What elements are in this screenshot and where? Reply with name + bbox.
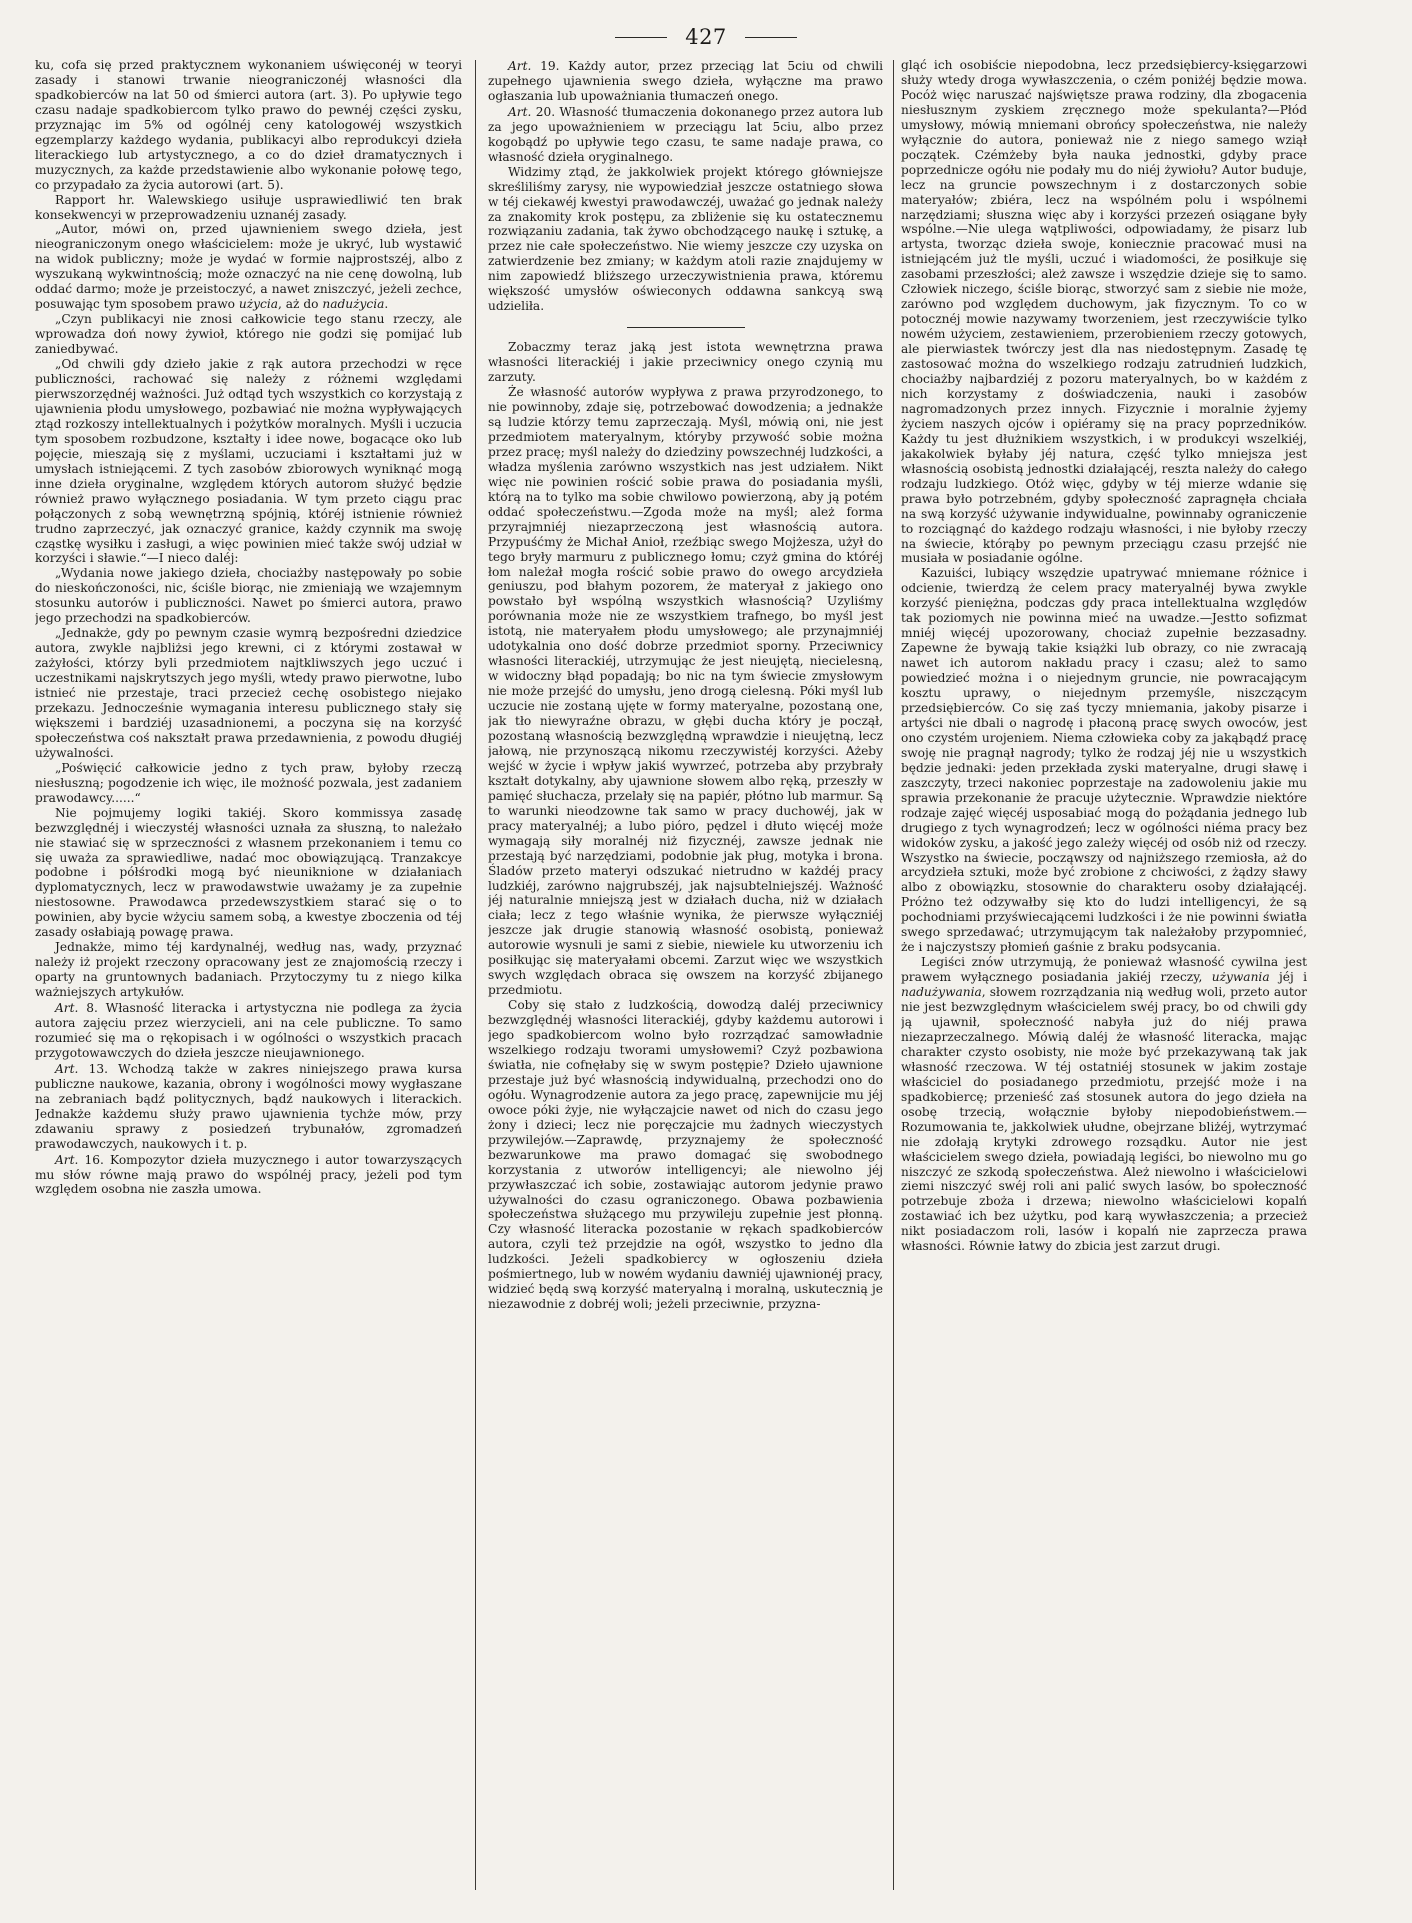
article-13: Art. 13. Wchodzą także w zakres niniejszego prawa kursa publiczne naukowe, kazania, obrony i wogólności mowy wygłaszane na zebraniach bądź politycznych, bądź naukowych i literackich. Jednakże każdemu służy prawo ujawnienia tychże mów, przy zdawaniu sprawy z posiedzeń trybunałów, zgromadzeń prawodawczych, naukowych i t. p. [35, 1061, 462, 1151]
paragraph: Nie pojmujemy logiki takiéj. Skoro kommissya zasadę bezwzględnéj i wieczystéj własności uznała za słuszną, to należało nie stawiać się w sprzeczności z własnem przekonaniem i temu co się uważa za sprawiedliwe, nadać moc obowiązującą. Tranzakcye podobne i półśrodki mogą być nieuniknione w działaniach dyplomatycznych, lecz w prawodawstwie uważamy je za zupełnie niestosowne. Prawodawca przedewszystkiem starać się o to powinien, aby bycie wżyciu samem sobą, a kwestye zboczenia od téj zasady osłabiają powagę prawa. [35, 805, 462, 940]
paragraph: ku, cofa się przed praktycznem wykonaniem uświęconéj w teoryi zasady i stanowi trwanie nieograniczonéj własności dla spadkobierców na lat 50 od śmierci autora (art. 3). Po upływie tego czasu nadaje spadkobiercom tylko prawo do pewnéj części zysku, przyznając im 5% od ogólnéj ceny katologowéj wszystkich egzemplarzy każdego wydania, publikacyi albo reprodukcyi dzieła literackiego lub artystycznego, a co do dzieł dramatycznych i muzycznych, za każde przedstawienie albo wykonanie połowę tego, co przypadało za życia autorowi (art. 5). [35, 58, 462, 192]
paragraph: „Jednakże, gdy po pewnym czasie wymrą bezpośredni dziedzice autora, zwykle najbliżsi jego krewni, ci z którymi zostawał w zażyłości, którzy byli przedmiotem najtkliwszych jego uczuć i uczestnikami najskrytszych jego myśli, wtedy prawo pierwotne, lubo istnieć nie przestaje, traci przecież cechę osobistego niejako przekazu. Jednocześnie wymagania interesu publicznego stały się większemi i bardziéj uzasadnionemi, a poczyna się na korzyść społeczeństwa coś nakształt prawa przedawnienia, z powodu długiéj używalności. [35, 626, 462, 760]
emphasis: użycia [238, 297, 279, 312]
header-rule-right [745, 37, 797, 38]
paragraph: Jednakże, mimo téj kardynalnéj, według nas, wady, przyznać należy iż projekt rzeczony opracowany jest ze znajomością rzeczy i oparty na gruntownych badaniach. Przytoczymy tu z niego kilka ważniejszych artykułów. [35, 940, 462, 1000]
header-rule-left [615, 37, 667, 38]
paragraph: Że własność autorów wypływa z prawa przyrodzonego, to nie powinnoby, zdaje się, potrzebować dowodzenia; a jednakże są ludzie którzy temu zaprzeczają. Myśl, mówią oni, nie jest przedmiotem materyalnym, któryby przywość sobie można przez pracę; myśl należy do dziedziny powszechnéj ludzkości, a władza myślenia zarówno wszystkich nas jest udziałem. Nikt więc nie powinien rościć sobie prawa do posiadania myśli, którą na to tylko ma sobie chwilowo powierzoną, aby ją potém oddać społeczeństwu.—Zgoda może na myśl; ależ forma przyrajmniéj niezaprzeczoną jest własnością autora. Przypuśćmy że Michał Anioł, rzeźbiąc swego Mojżesza, użył do tego bryły marmuru z publicznego łomu; czyż gmina do któréj łom należał mogła rościć sobie prawo do owego arcydzieła geniuszu, pod błahym pozorem, że materyał z jakiego ono powstało był wspólną wszystkich własnością? Uzyliśmy porównania może nie ze wszystkiem trafnego, bo myśl jest istotą, nie materyałem płodu umysłowego; ale przynajmniéj udotykalnia ono dość dobrze przedmiot sporny. Przeciwnicy własności literackiéj, utrzymując że jest nieujętą, niecielesną, w widoczny błąd popadają; bo nic na tym świecie zmysłowym nie może przejść do umysłu, jeno drogą cielesną. Póki myśl lub uczucie nie zostaną ujęte w formy materyalne, pozostaną one, jak tło niewyraźne obrazu, w głębi ducha który je począł, pozostaną własnością bezwzględną wprawdzie i nieujętną, lecz jałową, nie przynoszącą nikomu rzeczywistéj korzyści. Ażeby wejść w życie i wpływ jakiś wywrzeć, potrzeba aby przybrały kształt dotykalny, aby ujawnione słowem albo ręką, przeszły w pamięć słuchacza, przelały się na papiér, płótno lub marmur. Są to warunki nieodzowne tak samo w pracy duchowéj, jak w pracy materyalnéj; a lubo pióro, pędzel i dłuto więcéj może wymagają siły moralnéj niż fizycznéj, zawsze jednak nie przestają być narzędziami, podobnie jak pług, motyka i brona. Śladów przeto materyi odszukać nietrudno w każdéj pracy ludzkiéj, zarówno najgrubszéj, jak najsubtelniejszéj. Ważność jéj naturalnie mniejszą jest w działach ducha, niż w działach ciała; lecz z tego właśnie wynika, że pierwsze wyłączniéj jeszcze jak drugie stanowią własność osobistą, ponieważ autorowie wysnuli je sami z siebie, niewiele ku utworzeniu ich posiłkując się materyałami obcemi. Zarzut więc we wszystkich swych względach obraca się owszem na korzyść zbijanego przedmiotu. [488, 385, 883, 998]
paragraph: Coby się stało z ludzkością, dowodzą daléj przeciwnicy bezwzględnéj własności literackiéj, gdyby każdemu autorowi i jego spadkobiercom wolno było rozrządzać samowładnie wszelkiego rodzaju tworami umysłowemi? Czyż pozbawiona światła, nie cofnęłaby się w swym postępie? Dzieło ujawnione przestaje już być własnością indywidualną, przechodzi ono do ogółu. Wynagrodzenie autora za jego pracę, zapewnijcie mu jéj owoce póki żyje, nie wyłączajcie nawet od nich do czasu jego żony i dzieci; lecz nie poręczajcie mu żadnych wieczystych przywilejów.—Zaprawdę, przyznajemy że społeczność bezwarunkowe ma prawo domagać się swobodnego korzystania z utworów intelligencyi; ale niewolno jéj przywłaszczać ich sobie, zostawiając autorom jedynie prawo używalności do czasu ograniczonego. Obawa pozbawienia społeczeństwa służącego mu przywileju zupełnie jest płonną. Czy własność literacka pozostanie w rękach spadkobierców autora, czyli też przejdzie na ogół, wszystko to jedno dla ludzkości. Jeżeli spadkobiercy w ogłoszeniu dzieła pośmiertnego, lub w nowém wydaniu dawniéj ujawnionéj pracy, widzieć będą swą korzyść materyalną i moralną, uskutecznią je niezawodnie z dobréj woli; jeżeli przeciwnie, przyzna- [488, 998, 883, 1312]
column-divider-2 [893, 60, 894, 1890]
column-divider-1 [475, 60, 476, 1890]
paragraph: „Wydania nowe jakiego dzieła, chociażby następowały po sobie do nieskończoności, nic, ściśle biorąc, nie zmieniają we wzajemnym stosunku autorów i publiczności. Nawet po śmierci autora, prawo jego przechodzi na spadkobierców. [35, 566, 462, 626]
article-16: Art. 16. Kompozytor dzieła muzycznego i autor towarzyszących mu słów równe mają prawo do wspólnéj pracy, jeżeli pod tym względem osobna nie zaszła umowa. [35, 1152, 462, 1197]
section-divider [627, 327, 745, 328]
text-column-3 [901, 58, 1307, 1888]
paragraph: „Czyn publikacyi nie znosi całkowicie tego stanu rzeczy, ale wprowadza doń nowy żywioł, którego nie godzi się pomijać lub zaniedbywać. [35, 312, 462, 357]
article-19: Art. 19. Każdy autor, przez przeciąg lat 5ciu od chwili zupełnego ujawnienia swego dzieła, wyłączne ma prawo ogłaszania lub upoważniania tłumaczeń onego. [488, 59, 883, 103]
article-20: Art. 20. Własność tłumaczenia dokonanego przez autora lub za jego upoważnieniem w przeciągu lat 5ciu, albo przez kogobądź po upływie tego czasu, te same nadaje prawa, co własność dzieła oryginalnego. [488, 104, 883, 164]
text-column-2 [488, 58, 883, 1888]
text-column-1 [35, 58, 462, 1888]
paragraph: „Od chwili gdy dzieło jakie z rąk autora przechodzi w ręce publiczności, rachować się należy z różnemi względami pierwszorzędnéj ważności. Już odtąd tych wszystkich co korzystają z ujawnienia płodu umysłowego, pozbawiać nie można wypływających ztąd rozkoszy intellektualnych i pożytków moralnych. Myśli i uczucia tym sposobem rozbudzone, kształty i idee nowe, bogacące oko lub pojęcie, mieszają się z myślami, uczuciami i kształtami już w umysłach istniejącemi. Z tych zasobów zbiorowych wyniknąć mogą inne dzieła oryginalne, względem których autorom służyć będzie również prawo wyłącznego posiadania. W tym przeto ciągu prac połączonych z sobą wewnętrzną spójnią, któréj istnienie również trudno zaprzeczyć, jak oznaczyć granice, każdy czynnik ma swoję cząstkę wysiłku i zasługi, a więc powinien mieć także swój udział w korzyści i sławie.“—I nieco daléj: [35, 357, 462, 566]
paragraph: Rapport hr. Walewskiego usiłuje usprawiedliwić ten brak konsekwencyi w przeprowadzeniu uznanéj zasady. [35, 192, 462, 222]
paragraph: Zobaczmy teraz jaką jest istota wewnętrzna prawa własności literackiéj i jakie przeciwnicy onego czynią mu zarzuty. [488, 340, 883, 385]
emphasis: nadużywania [901, 985, 982, 1000]
paragraph: „Autor, mówi on, przed ujawnieniem swego dzieła, jest nieograniczonym onego właścicielem: może je ukryć, lub wystawić na widok publiczny; może je wydać w formie najprostszéj, albo z wyszukaną wykwintnością; może oznaczyć na nie cenę dowolną, lub oddać darmo; może je przeistoczyć, a nawet zniszczyć, jeżeli zechce, posuwając tym sposobem prawo użycia, aż do nadużycia. [35, 222, 462, 312]
page-number: 427 [685, 25, 727, 49]
paragraph: Widzimy ztąd, że jakkolwiek projekt którego główniejsze skreśliliśmy zarysy, nie wypowiedział jeszcze ostatniego słowa w téj ciekawéj kwestyi prawodawczéj, uważać go jednak należy za znakomity krok postępu, za zbliżenie się ku ostatecznemu rozwiązaniu zadania, tak żywo obchodzącego naukę i sztukę, a przez nie całe społeczeństwo. Nie wiemy jeszcze czy uzyska on zatwierdzenie bez zmiany; w każdym atoli razie znajdujemy w nim zapowiedź bliższego urzeczywistnienia prawa, któremu większość umysłów oświeconych oddawna sankcyą swą udzieliła. [488, 164, 883, 314]
paragraph: „Poświęcić całkowicie jedno z tych praw, byłoby rzeczą niesłuszną; pogodzenie ich więc, ile możność pozwala, jest zadaniem prawodawcy......“ [35, 760, 462, 805]
paragraph: gląć ich osobiście niepodobna, lecz przedsiębiercy-księgarzowi służy wtedy droga wywłaszczenia, o czém poniżéj będzie mowa. Pocóż więc naruszać najświętsze prawa rodziny, dla zbogacenia niesłusznym zyskiem zręcznego może spekulanta?—Płód umysłowy, mówią mniemani obrońcy społeczeństwa, nie należy wyłącznie do autora, ponieważ nie z niego samego wziął początek. Czémżeby była nauka jednostki, gdyby prace poprzednicze ogółu nie podały mu do niéj żywiołu? Autor buduje, lecz na gruncie powszechnym i z dostarczonych sobie materyałów; zbiéra, lecz na wspólném polu i wspólnemi narzędziami; słuszna więc aby i korzyści przezeń osiągane były wspólne.—Nie ulega wątpliwości, odpowiadamy, że pisarz lub artysta, tworząc dzieła swoje, koniecznie pracować musi na istniejącém już tle myśli, uczuć i wiadomości, że posiłkuje się zasobami przeszłości; ależ zawsze i wszędzie dzieje się to samo. Człowiek niczego, ściśle biorąc, stworzyć sam z siebie nie może, zarówno pod względem duchowym, jak fizycznym. To co w potocznéj mowie nazywamy tworzeniem, jest rzeczywiście tylko nowém użyciem, zestawieniem, przerobieniem rzeczy gotowych, ale pierwiastek twórczy jest dla nas niedostępnym. Zasadę tę zastosować można do wszelkiego rodzaju zatrudnień ludzkich, chociażby najbardziéj z pozoru materyalnych, bo w każdém z nich korzystamy z doświadczenia, nauki i zasobów nagromadzonych przez innych. Fizycznie i moralnie żyjemy życiem naszych ojców i opiéramy się na pracy poprzedników. Każdy tu jest dłużnikiem wszystkich, i w produkcyi wszelkiéj, jakakolwiek byłaby jéj natura, część tylko mniejsza jest własnością osobistą jednostki działającéj, reszta należy do całego rodzaju ludzkiego. Otóż więc, gdyby w téj mierze wdanie się prawa było potrzebném, gdyby społeczność zapragnęła chciała na swą korzyść używanie indywidualne, powinnaby ograniczenie to rozciągnąć do każdego rodzaju własności, i nie byłoby rzeczy na świecie, którąby po pewnym przeciągu czasu przejść nie musiała w posiadanie ogólne. [901, 58, 1307, 566]
paragraph: Legiści znów utrzymują, że ponieważ własność cywilna jest prawem wyłącznego posiadania jakiéj rzeczy, używania jéj i nadużywania, słowem rozrządzania nią według woli, przeto autor nie jest bezwzględnym właścicielem swéj pracy, bo od chwili gdy ją ujawnił, społeczność nabyła już do niéj prawa niezaprzeczalnego. Mówią daléj że własność literacka, mając charakter czysto osobisty, nie może być przekazywaną tak jak własność rzeczowa. W téj ostatniéj stosunek w jakim zostaje właściciel do posiadanego przedmiotu, przejść może i na spadkobiercę; przenieść zaś stosunek autora do jego dzieła na osobę trzecią, wołącznie byłoby niepodobieństwem.—Rozumowania te, jakkolwiek ułudne, obejrzane bliżéj, wytrzymać nie zdołają krytyki zdrowego rozsądku. Autor nie jest właścicielem swego dzieła, powiadają legiści, bo niewolno mu go niszczyć ze szkodą społeczeństwa. Ależ niewolno i właścicielowi ziemi niszczyć swéj roli ani palić swych lasów, bo społeczność potrzebuje zboża i drzewa; niewolno właścicielowi kopalń zostawiać ich bez użytku, pod karą wywłaszczenia; a przecież nikt posiadaczom roli, lasów i kopalń nie zaprzecza prawa własności. Równie łatwy do zbicia jest zarzut drugi. [901, 955, 1307, 1254]
paragraph: Kazuiści, lubiący wszędzie upatrywać mniemane różnice i odcienie, twierdzą że celem pracy materyalnéj bywa zwykle korzyść pieniężna, podczas gdy praca intellektualna względów tak poziomych nie powinna mieć na uwadze.—Jestto sofizmat mniéj więcéj upozorowany, chociaż zupełnie bezzasadny. Zapewne że bywają takie książki lub obrazy, co nie zwracają nawet ich autorom nakładu pracy i czasu; ależ to samo powiedzieć można i o niejednym gruncie, nie powracającym kosztu uprawy, o niejednym przemyśle, niszczącym przedsiębierców. Co się zaś tyczy mniemania, jakoby pisarze i artyści nie dbali o nagrodę i płaconą pracę swych owoców, jest ono czystém urojeniem. Niema człowieka coby za jakąbądź pracę swoję nie pragnął nagrody; tylko że rodzaj jéj nie u wszystkich będzie jednaki: jeden przekłada zyski materyalne, drugi sławę i zaszczyty, trzeci nakoniec poprzestaje na zadowoleniu jakie mu sprawia przekonanie że pracuje użytecznie. Wprawdzie niektóre rodzaje zajęć więcéj usposabiać mogą do pożądania jednego lub drugiego z tych wynagrodzeń; lecz w ogólności niéma pracy bez widoków zysku, a jakość jego zależy więcéj od osób niż od rzeczy. Wszystko na świecie, począwszy od najniższego rzemiosła, aż do arcydzieła sztuki, może być zrobione z chciwości, z żądzy sławy albo z obowiązku, stosownie do charakteru osoby działającéj. Próżno też odzywałby się kto do ludzi intelligencyi, że są pochodniami przyświecającemi ludzkości i że nie powinni światła swego sprzedawać; utrzymującym tak należałoby przypomnieć, że i najczystszy płomień gaśnie z braku podsycania. [901, 566, 1307, 955]
article-8: Art. 8. Własność literacka i artystyczna nie podlega za życia autora zajęciu przez wierzycieli, ani na cele publiczne. To samo rozumieć się ma o rękopisach i w ogólności o wszystkich pracach przygotowawczych do dzieła jeszcze nieujawnionego. [35, 1001, 462, 1060]
emphasis: nadużycia [322, 297, 385, 312]
page-header [0, 22, 1412, 52]
emphasis: używania [1211, 970, 1270, 985]
